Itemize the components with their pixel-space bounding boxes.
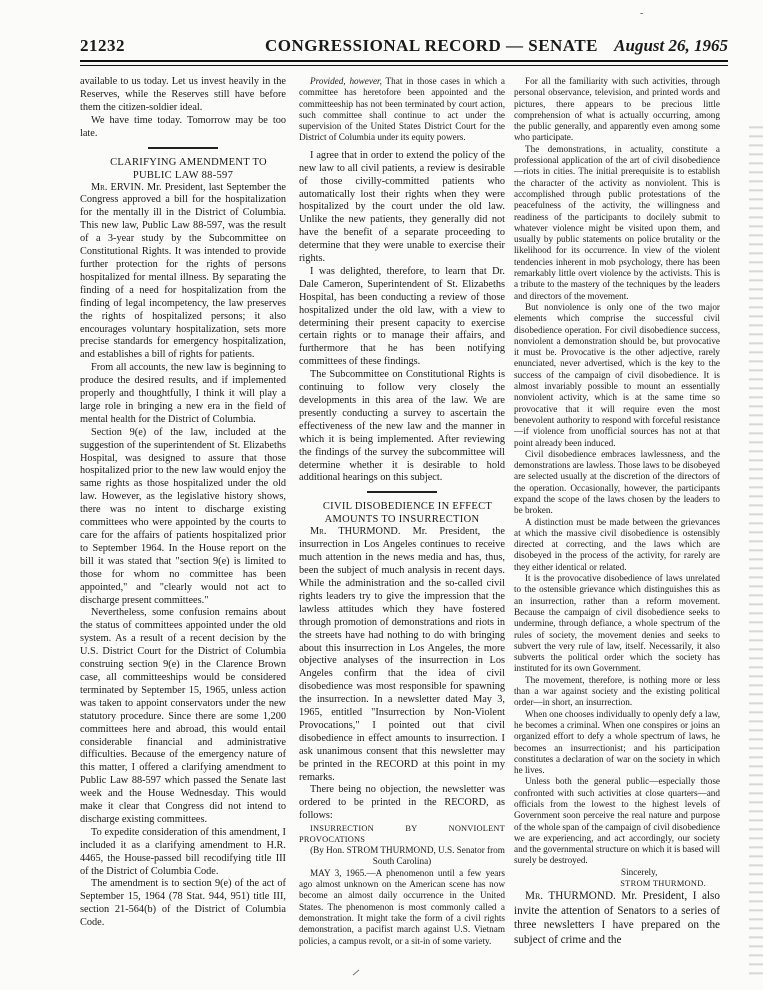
provision-lead: Provided, however, bbox=[310, 76, 382, 86]
paragraph: available to us today. Let us invest heavily in the Reserves, while the Reserves still have before them the citizen-soldier ideal. bbox=[80, 76, 286, 113]
newsletter-paragraph: It is the provocative disobedience of laws unrelated to the ostensible grievance which distinguishes this as an insurrection, rather than a reform movement. Because the campaign of civil disobedience seeks to undermine, through defiance, a whole spectrum of the rules of society, the movement denies and seeks to subvert the very rule of law, itself. Necessarily, it also subverts the political order which the society has instituted for its own Government. bbox=[514, 573, 720, 674]
paragraph-text: Mr. President, the insurrection in Los Angeles continues to receive much attention in the news media and has, thus, been the subject of much analysis in recent days. While the administration and the so-called civil rights leaders try to give the impression that the lawless attitudes which they have fostered through promotion of demonstrations and riots in the streets have had nothing to do with bringing about this insurrection in Los Angeles, the more objective analyses of the insurrection in Los Angeles confirm that the idea of civil disobedience was most responsible for spawning the insurrection. In a newsletter dated May 3, 1965, entitled "Insurrection by Non-Violent Provocations," I pointed out that civil disobedience in effect amounts to insurrection. I ask unanimous consent that this newsletter may be printed in the RECORD at this point in my remarks. bbox=[299, 526, 505, 783]
speaker-name: Mr. ERVIN. bbox=[91, 181, 144, 193]
paragraph: There being no objection, the newsletter was ordered to be printed in the RECORD, as follows: bbox=[299, 784, 505, 822]
newsletter-paragraph: When one chooses individually to openly defy a law, he becomes a criminal. When one conspires or joins an organized effort to defy a whole spectrum of laws, he becomes an insurrectionist; and his participation constitutes a declaration of war on the society in which he lives. bbox=[514, 708, 720, 776]
paragraph-text: Mr. President, I also invite the attention of Senators to a series of three newsletters I have prepared on the subject of crime and the bbox=[514, 890, 720, 946]
publication-title: CONGRESSIONAL RECORD — SENATE bbox=[265, 36, 599, 55]
paragraph bbox=[80, 182, 286, 363]
section-divider bbox=[148, 147, 218, 149]
newsletter-paragraph: A distinction must be made between the grievances at which the massive civil disobedience is ostensibly directed at correcting, and the laws which are disobeyed in the process of the activity, for rarely are they either identical or related. bbox=[514, 516, 720, 572]
section-heading: CIVIL DISOBEDIENCE IN EFFECT AMOUNTS TO INSURRECTION bbox=[322, 501, 493, 526]
closing-sincerely: Sincerely, bbox=[621, 866, 658, 877]
section-divider bbox=[367, 491, 437, 493]
page-number: 21232 bbox=[80, 36, 125, 55]
paragraph: The Subcommittee on Constitutional Rights is continuing to follow very closely the developments in this area of the law. We are presently conducting a survey to ascertain the effectiveness of the new law and the manner in which it is being implemented. After reviewing the findings of the survey the subcommittee will determine whether it is desirable to hold additional hearings on this subject. bbox=[299, 369, 505, 484]
newsletter-title: INSURRECTION BY NONVIOLENT PROVOCATIONS bbox=[299, 824, 505, 845]
speaker-name: Mr. THURMOND. bbox=[525, 890, 616, 903]
paragraph: To expedite consideration of this amendment, I included it as a clarifying amendment to H.R. 4465, the House-passed bill recodifying title III of the District of Columbia Code. bbox=[80, 826, 286, 877]
page-header bbox=[80, 36, 728, 60]
scan-mark bbox=[353, 970, 360, 976]
header-rule bbox=[80, 60, 728, 66]
paragraph-text: Mr. President, last September the Congress approved a bill for the hospitalization for the mentally ill in the District of Columbia. This new law, Public Law 88-597, was the result of a 3-year study by the Subcommittee on Constitutional Rights. It was intended to provide further protection for the rights of persons hospitalized for mental illness. By separating the finding of a need for hospitalization from the finding of legal incompetency, the law preserves the rights of hospitalized persons; it also encourages voluntary hospitalization, sets more precise standards for emergency hospitalization, and establishes a bill of rights for patients. bbox=[80, 181, 286, 361]
column-2 bbox=[299, 76, 505, 947]
speaker-name: Mr. THURMOND. bbox=[310, 526, 401, 538]
newsletter-byline: (By Hon. STROM THURMOND, U.S. Senator from South Carolina) bbox=[310, 845, 505, 867]
newsletter-paragraph: Civil disobedience embraces lawlessness, and the demonstrations are lawless. Those laws to be disobeyed are selected usually at the discretion of the directors of the operation. Occasionally, however, the participants expand the scope of the laws chosen by the leaders to be broken. bbox=[514, 448, 720, 516]
quoted-provision bbox=[299, 76, 505, 144]
paragraph bbox=[299, 526, 505, 784]
column-1 bbox=[80, 76, 286, 930]
paragraph: The amendment is to section 9(e) of the act of September 15, 1964 (78 Stat. 944, 951) title III, section 21-564(b) of the District of Columbia Code. bbox=[80, 878, 286, 929]
paragraph: Section 9(e) of the law, included at the suggestion of the superintendent of St. Elizabeths Hospital, was designed to assure that those hospitalized prior to the new law would enjoy the same rights as those hospitalized under the old law. However, as the legislative history shows, there was no intent to discharge existing committees who were appointed by the courts to care for the affairs of patients hospitalized prior to September 1964. In the House report on the bill it was stated that "section 9(e) is limited to those for whom no committee has been appointed," and "clearly would not act to discharge present committees." bbox=[80, 426, 286, 606]
newsletter-paragraph: But nonviolence is only one of the two major elements which comprise the successful civil disobedience operation. For civil disobedience success, nonviolent a demonstration should be, but provocative it must be. Provocative is the other adjective, rarely enunciated, never advertised, which is the key to the success of the campaign of civil disobedience. It is almost invariably possible to mount an essentially nonviolent activity, which is at the same time so provocative that it will require even the most benevolent authority to respond with forceful resistance—if violence from unofficial sources has not at that point already been induced. bbox=[514, 301, 720, 448]
newsletter-paragraph: For all the familiarity with such activities, through personal observance, television, and printed words and pictures, there appears to be precious little comprehension of what is actually occurring, among the public generally, and apparently even among some who participate. bbox=[514, 76, 720, 143]
column-3 bbox=[514, 76, 720, 947]
provision-text: That in those cases in which a committee has heretofore been appointed and the committeeship has not been terminated by court action, such committee shall continue to act under the supervision of the United States District Court for the District of Columbia under its equity powers. bbox=[299, 76, 505, 143]
paragraph: From all accounts, the new law is beginning to produce the desired results, and if implemented properly and thoughtfully, I think it will play a large role in bringing a new era in the field of mental health for the District of Columbia. bbox=[80, 362, 286, 425]
paragraph: I was delighted, therefore, to learn that Dr. Dale Cameron, Superintendent of St. Elizabeths Hospital, has been conducting a review of those hospitalized under the old law, with a view to determining their present capacity to exercise certain rights or to manage their affairs, and furthermore that he has been notifying committees of these findings. bbox=[299, 265, 505, 368]
scan-mark: - bbox=[640, 8, 644, 19]
newsletter-paragraph: The movement, therefore, is nothing more or less than a war against society and the existing political order—in short, an insurrection. bbox=[514, 674, 720, 708]
newsletter-paragraph: The demonstrations, in actuality, constitute a professional application of the art of civil disobedience—riots in cities. The initial prerequisite is to establish the character of the activity as nonviolent. This is accomplished through public protestations of the peacefulness of the activity, the willingness and readiness of the participants to docilely submit to whatever violence might be visited upon them, and usually by public statements on police brutality or the likelihood for its occurrence. In view of the violent tendencies inherent in mob psychology, there has been remarkably little overt violence by the activists. This is a tribute to the mastery of the techniques by the leaders and directors of the movement. bbox=[514, 143, 720, 301]
paragraph bbox=[514, 889, 720, 947]
newsletter-paragraph: Unless both the general public—especially those confronted with such activities at close quarters—and officials from the lowest to the highest levels of Government soon perceive the real nature and purpose of the whole span of the campaign of civil disobedience we are experiencing, and act accordingly, our society and the governmental structure on which it is based will surely be destroyed. bbox=[514, 776, 720, 866]
issue-date: August 26, 1965 bbox=[614, 36, 728, 55]
paragraph: I agree that in order to extend the policy of the new law to all civil patients, a review is desirable of those civilly-committed patients who automatically lost their rights when they were hospitalized by the court under the old law. Unlike the new patients, they generally did not have the benefit of a separate proceeding to determine that they were unable to exercise their rights. bbox=[299, 149, 505, 265]
section-heading: CLARIFYING AMENDMENT TO PUBLIC LAW 88-597 bbox=[110, 156, 267, 181]
signature: STROM THURMOND. bbox=[620, 879, 706, 889]
paragraph: We have time today. Tomorrow may be too late. bbox=[80, 114, 286, 139]
scan-edge-marks bbox=[749, 120, 763, 980]
paragraph: Nevertheless, some confusion remains about the status of committees appointed under the old system. As a result of a recent decision by the U.S. District Court for the District of Columbia construing section 9(e) in the Clarence Brown case, all committeeships would be considered terminated by September 15, 1965, unless action was taken to appoint conservators under the new statutory procedure. Since there are some 1,200 committees here and abroad, this would entail considerable financial and administrative difficulties. Because of the emergency nature of this matter, I offered a clarifying amendment to Public Law 88-597 which passed the Senate last week and the House Wednesday. This would make it clear that Congress did not intend to discharge existing committees. bbox=[80, 607, 286, 825]
newsletter-paragraph: MAY 3, 1965.—A phenomenon until a few years ago almost unknown on the American scene has now become an almost daily occurrence in the United States. The phenomenon is most commonly called a demonstration. It might take the form of a civil rights demonstration, a pacifist march against U.S. Vietnam policies, a campus revolt, or a sit-in of some variety. bbox=[299, 867, 505, 946]
